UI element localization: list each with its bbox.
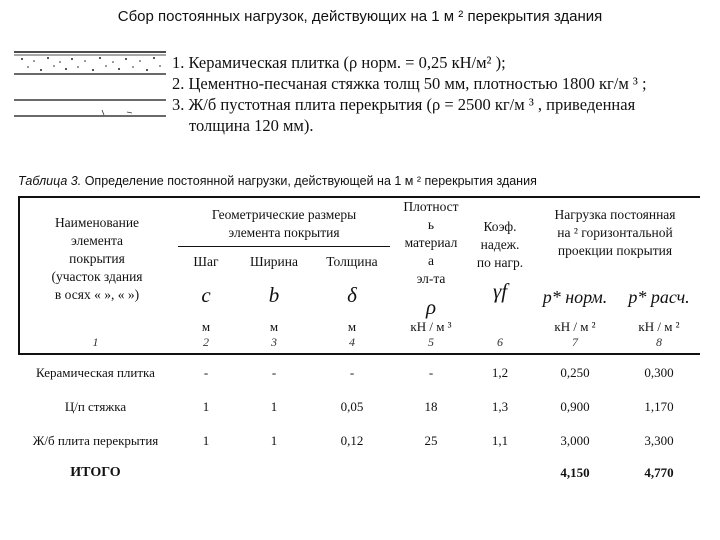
column-number: 2: [203, 335, 209, 349]
column-number: 1: [92, 335, 99, 349]
header-coefficient: Коэф. надеж. по нагр.: [476, 219, 524, 270]
cell-step: -: [203, 365, 209, 380]
load-item: 2. Цементно-песчаная стяжка толщ 50 мм, плотностью 1800 кг/м ³ ;: [172, 74, 647, 93]
total-label: ИТОГО: [70, 465, 121, 480]
cell-thickness: 0,05: [340, 399, 364, 414]
cell-load-norm: 0,900: [560, 399, 590, 414]
load-item: толщина 120 мм).: [189, 116, 314, 135]
load-item: 1. Керамическая плитка (ρ норм. = 0,25 кН/м² );: [172, 53, 506, 72]
unit-thickness: м: [347, 319, 357, 334]
cell-density: -: [428, 365, 434, 380]
header-thickness: Толщина: [326, 254, 378, 269]
cell-load-calc: 0,300: [644, 365, 674, 380]
cell-load-calc: 3,300: [644, 433, 674, 448]
column-number: 8: [656, 335, 662, 349]
header-step: Шаг: [193, 254, 219, 269]
caption-label: Таблица 3.: [18, 174, 82, 188]
symbol-load-calc: p* расч.: [628, 287, 690, 307]
cell-coefficient: 1,2: [491, 365, 509, 380]
symbol-width: b: [268, 283, 280, 307]
unit-load-norm: кН / м ²: [554, 319, 596, 334]
symbol-load-norm: p* норм.: [542, 287, 608, 307]
load-item: 3. Ж/б пустотная плита перекрытия (ρ = 2500 кг/м ³ , приведенная: [172, 95, 636, 114]
header-element-name: Наименование элемента покрытия (участок здания в осях « », « »): [51, 215, 143, 302]
cell-load-calc: 1,170: [644, 399, 674, 414]
header-width: Ширина: [249, 254, 299, 269]
cell-element-name: Ц/п стяжка: [64, 399, 127, 414]
total-load-calc: 4,770: [644, 465, 674, 480]
column-number: 7: [572, 335, 578, 349]
column-number: 3: [271, 335, 277, 349]
symbol-density: ρ: [425, 295, 437, 319]
cell-width: 1: [270, 399, 278, 414]
cell-load-norm: 3,000: [560, 433, 590, 448]
cell-coefficient: 1,3: [491, 399, 509, 414]
header-density: Плотност ь материал а эл-та: [403, 199, 459, 286]
symbol-step: c: [201, 283, 211, 307]
cell-load-norm: 0,250: [560, 365, 590, 380]
cell-step: 1: [202, 399, 210, 414]
page-title: Сбор постоянных нагрузок, действующих на 1 м ² перекрытия здания: [117, 8, 603, 25]
cell-coefficient: 1,1: [491, 433, 509, 448]
floor-layers-sketch-icon: [14, 46, 166, 128]
cell-density: 18: [424, 399, 438, 414]
cell-element-name: Ж/б плита перекрытия: [32, 433, 159, 448]
caption-text: Определение постоянной нагрузки, действующей на 1 м ² перекрытия здания: [84, 174, 537, 188]
cell-width: -: [271, 365, 277, 380]
table-caption: [18, 174, 537, 188]
cell-thickness: -: [349, 365, 355, 380]
header-geometry: Геометрические размеры элемента покрытия: [211, 207, 357, 240]
unit-density: кН / м ³: [410, 319, 452, 334]
symbol-coefficient: γf: [492, 279, 508, 303]
column-number: 6: [497, 335, 503, 349]
header-load: Нагрузка постоянная на ² горизонтальной проекции покрытия: [554, 207, 676, 258]
column-number: 5: [428, 335, 434, 349]
unit-width: м: [269, 319, 279, 334]
symbol-thickness: δ: [347, 283, 357, 307]
cell-step: 1: [202, 433, 210, 448]
cell-density: 25: [424, 433, 438, 448]
unit-load-calc: кН / м ²: [638, 319, 680, 334]
cell-thickness: 0,12: [340, 433, 364, 448]
load-items-list: [172, 52, 712, 136]
cell-width: 1: [270, 433, 278, 448]
unit-step: м: [201, 319, 211, 334]
cell-element-name: Керамическая плитка: [36, 365, 155, 380]
total-load-norm: 4,150: [560, 465, 590, 480]
column-number: 4: [349, 335, 355, 349]
